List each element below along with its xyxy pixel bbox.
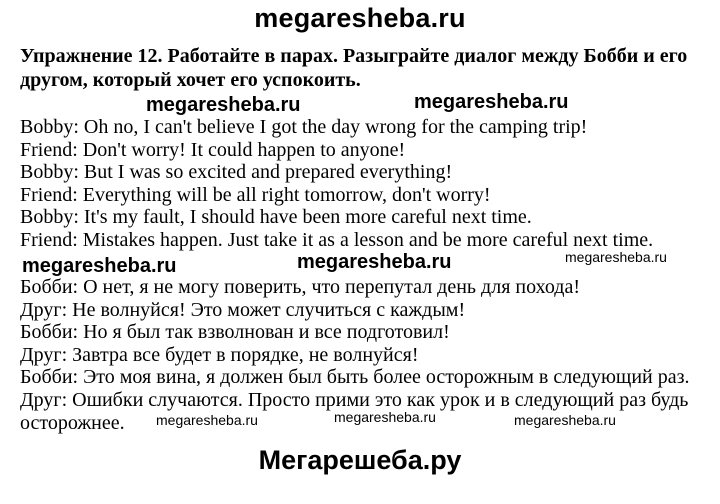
dialogue-line: Friend: Mistakes happen. Just take it as a lesson and be more careful next time. — [20, 228, 654, 251]
dialogue-line: Друг: Не волнуйся! Это может случиться с каждым! — [20, 298, 466, 321]
dialogue-line: Bobby: But I was so excited and prepared everything! — [20, 161, 453, 184]
dialogue-line: Друг: Завтра все будет в порядке, не волнуйся! — [20, 343, 419, 366]
site-header-title: megaresheba.ru — [254, 3, 466, 33]
dialogue-line: Бобби: Это моя вина, я должен был быть более осторожным в следующий раз. — [20, 366, 690, 389]
watermark: megaresheba.ru — [22, 255, 177, 277]
dialogue-line: осторожнее. — [20, 411, 125, 434]
dialogue-line: Друг: Ошибки случаются. Просто прими это как урок и в следующий раз будь — [20, 388, 689, 411]
watermark: megaresheba.ru — [156, 412, 258, 428]
dialogue-line: Bobby: Oh no, I can't believe I got the day wrong for the camping trip! — [20, 116, 588, 138]
watermark: megaresheba.ru — [414, 91, 569, 113]
watermark: megaresheba.ru — [146, 94, 301, 116]
site-footer-title: Мегарешеба.ру — [258, 445, 462, 475]
exercise-title: Упражнение 12. Работайте в парах. Разыграйте диалог между Бобби и его другом, который хочет его успокоить. — [20, 45, 688, 91]
dialogue-english — [20, 116, 710, 252]
watermark: megaresheba.ru — [565, 249, 667, 265]
dialogue-line: Bobby: It's my fault, I should have been more careful next time. — [20, 206, 532, 229]
dialogue-line: Бобби: О нет, я не могу поверить, что перепутал день для похода! — [20, 276, 580, 298]
dialogue-line: Friend: Everything will be all right tomorrow, don't worry! — [20, 183, 491, 206]
dialogue-line: Friend: Don't worry! It could happen to anyone! — [20, 138, 406, 161]
watermark: megaresheba.ru — [514, 412, 616, 428]
watermark: megaresheba.ru — [297, 251, 452, 273]
dialogue-line: Бобби: Но я был так взволнован и все подготовил! — [20, 321, 450, 344]
watermark: megaresheba.ru — [334, 409, 436, 425]
